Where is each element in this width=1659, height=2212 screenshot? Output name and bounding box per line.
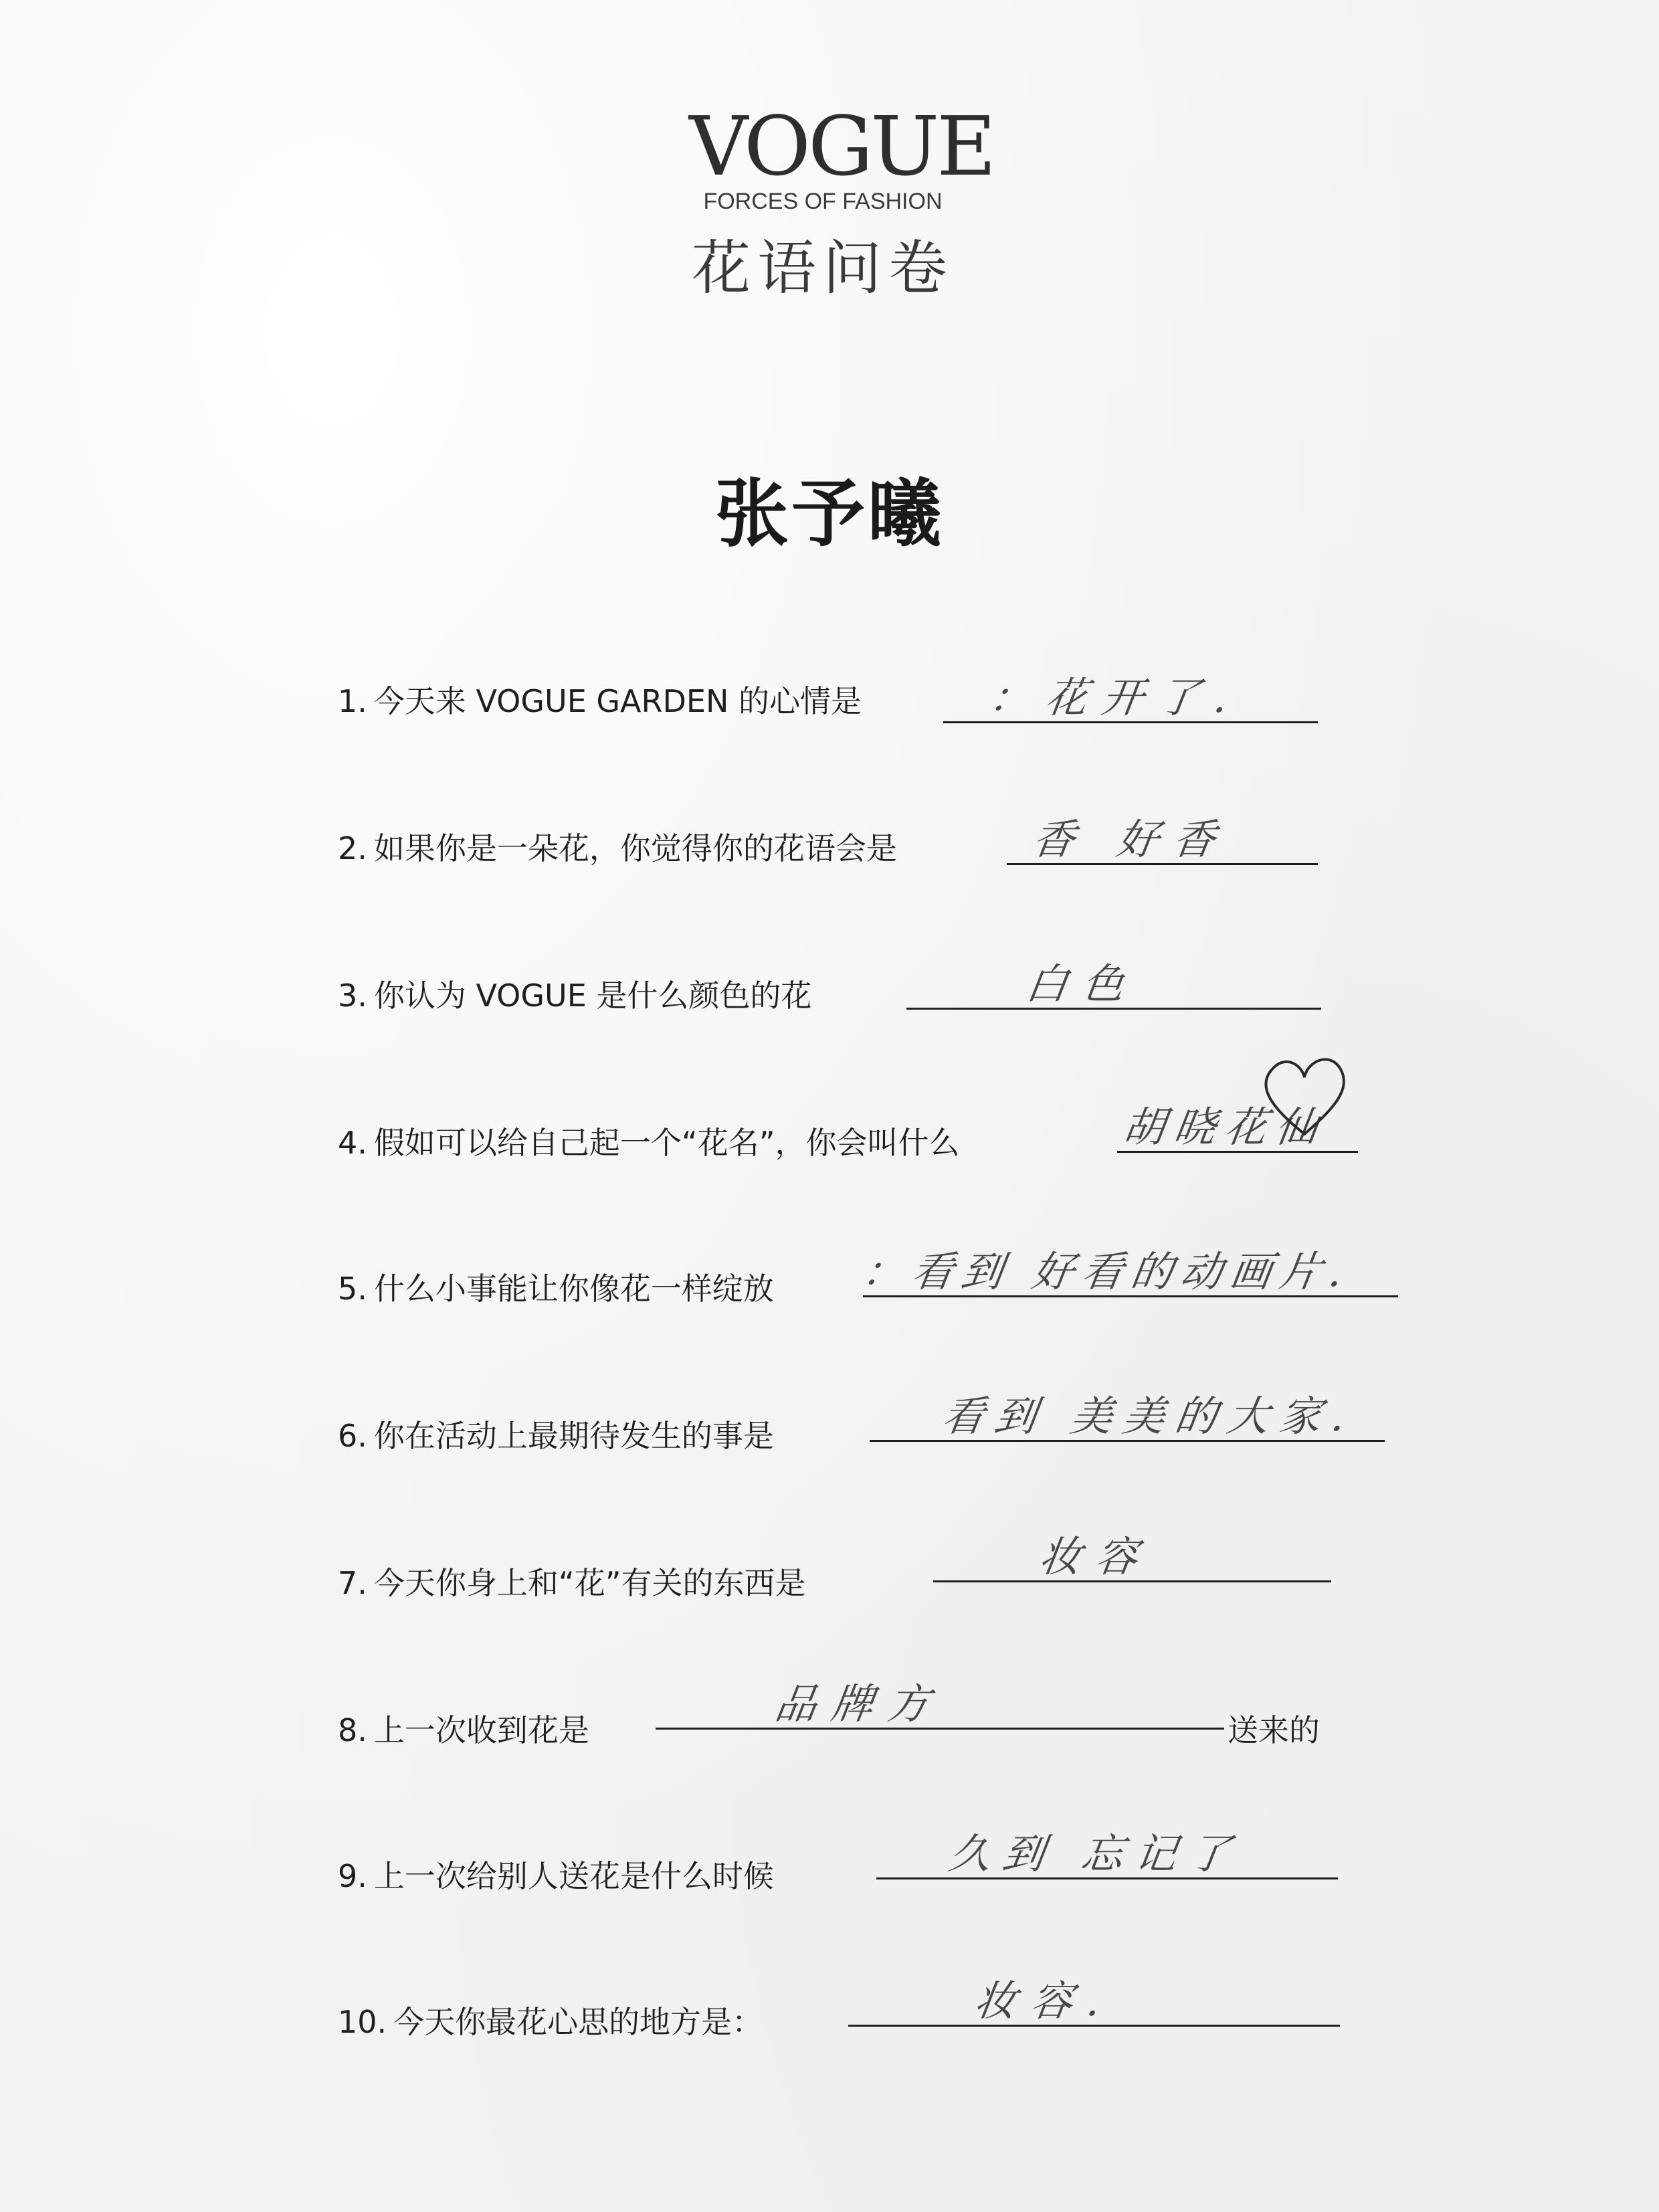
handwritten-answer: ：花开了. [986,673,1246,722]
question-text: 假如可以给自己起一个“花名”，你会叫什么 [373,1125,960,1161]
handwritten-answer: ：看到 好看的动画片. [859,1247,1354,1296]
question-number: 3. [338,978,367,1014]
question-number: 8. [338,1712,367,1748]
question-number: 6. [338,1418,367,1454]
handwritten-answer: 妆容 [1036,1532,1156,1581]
vogue-subtitle: FORCES OF FASHION [703,189,943,214]
answer-line-3[interactable] [906,954,1321,1010]
handwritten-answer: 品牌方 [772,1679,948,1728]
question-5 [338,1269,774,1329]
question-text: 如果你是一朵花，你觉得你的花语会是 [373,830,897,866]
question-8-suffix [1228,1710,1320,1770]
answer-line-1[interactable] [943,668,1318,723]
answer-line-8[interactable] [656,1674,1224,1730]
respondent-name: 张予曦 [715,470,944,557]
question-10 [338,2002,763,2062]
answer-line-10[interactable] [848,1971,1340,2027]
handwritten-answer: 胡晓花仙 [1120,1103,1331,1151]
handwritten-answer: 白色 [1023,959,1143,1008]
answer-line-7[interactable] [933,1527,1331,1582]
handwritten-answer: 久到 忘记了 [946,1829,1246,1878]
question-9 [338,1856,774,1916]
questionnaire-title: 花语问卷 [691,234,954,302]
question-6 [338,1416,774,1476]
question-text: 今天你最花心思的地方是： [393,2004,763,2040]
answer-line-2[interactable] [1007,810,1318,865]
question-text: 你在活动上最期待发生的事是 [373,1418,774,1454]
answer-line-6[interactable] [870,1386,1385,1442]
question-4 [338,1123,960,1183]
question-3 [338,976,811,1036]
question-number: 7. [338,1565,367,1601]
masthead [689,99,994,306]
question-1 [338,681,862,741]
question-8 [338,1710,589,1770]
heart-doodle-icon [1258,1054,1351,1141]
question-number: 1. [338,683,367,719]
vogue-logo: VOGUE [689,99,994,194]
question-number: 4. [338,1125,367,1161]
handwritten-answer: 香 好香 [1030,815,1234,864]
question-number: 9. [338,1858,367,1894]
answer-line-5[interactable] [859,1242,1398,1297]
question-text: 什么小事能让你像花一样绽放 [373,1271,774,1307]
question-number: 10. [338,2004,387,2040]
question-7 [338,1563,806,1623]
question-text: 今天来 VOGUE GARDEN 的心情是 [373,683,862,719]
handwritten-answer: 妆容. [971,1976,1119,2025]
question-number: 5. [338,1271,367,1307]
question-text: 上一次收到花是 [373,1712,589,1748]
handwritten-answer: 看到 美美的大家. [939,1392,1359,1441]
answer-line-9[interactable] [876,1824,1338,1879]
question-suffix: 送来的 [1228,1712,1320,1748]
question-text: 你认为 VOGUE 是什么颜色的花 [373,978,812,1014]
question-text: 今天你身上和“花”有关的东西是 [373,1565,806,1601]
question-number: 2. [338,830,367,866]
question-text: 上一次给别人送花是什么时候 [373,1858,774,1894]
question-2 [338,828,897,889]
